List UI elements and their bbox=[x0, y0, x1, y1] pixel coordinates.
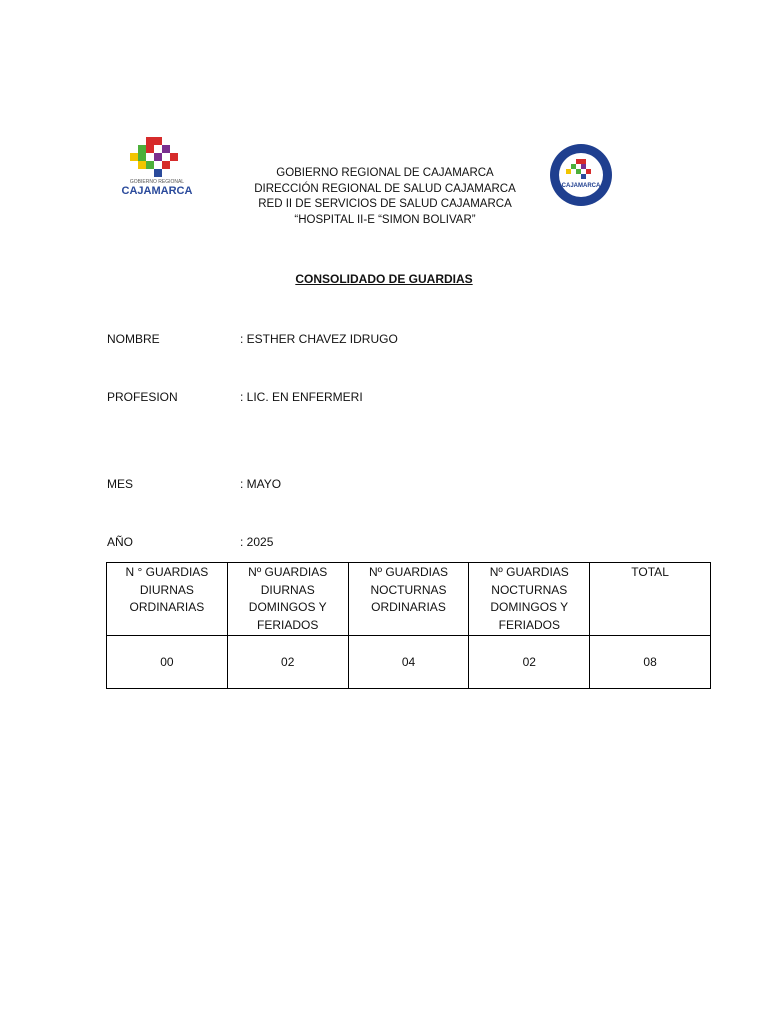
table-header-row bbox=[107, 563, 711, 636]
header-line-4: “HOSPITAL II-E “SIMON BOLIVAR” bbox=[294, 213, 476, 226]
header-nocturnas-ordinarias: Nº GUARDIAS NOCTURNAS ORDINARIAS bbox=[348, 563, 469, 636]
value-diurnas-domingos-feriados: 02 bbox=[227, 636, 348, 689]
table-row bbox=[107, 636, 711, 689]
mes-label: MES bbox=[107, 477, 134, 491]
mes-value: : MAYO bbox=[240, 477, 282, 491]
anio-label: AÑO bbox=[107, 535, 134, 549]
guardias-table bbox=[106, 562, 711, 689]
red-de-salud-logo-graphic bbox=[548, 142, 614, 208]
gobierno-regional-logo bbox=[112, 134, 202, 200]
header-nocturnas-domingos-feriados: Nº GUARDIAS NOCTURNAS DOMINGOS Y FERIADOS bbox=[469, 563, 590, 636]
header-line-2: DIRECCIÓN REGIONAL DE SALUD CAJAMARCA bbox=[254, 182, 516, 195]
profesion-label: PROFESION bbox=[107, 390, 178, 404]
nombre-label: NOMBRE bbox=[107, 332, 160, 346]
value-diurnas-ordinarias: 00 bbox=[107, 636, 228, 689]
header-total: TOTAL bbox=[590, 563, 711, 636]
red-de-salud-logo bbox=[548, 142, 614, 208]
logo-left-small-text: GOBIERNO REGIONAL bbox=[129, 179, 185, 185]
header-line-3: RED II DE SERVICIOS DE SALUD CAJAMARCA bbox=[258, 198, 512, 210]
header-line-1: GOBIERNO REGIONAL DE CAJAMARCA bbox=[276, 167, 494, 179]
profesion-value: : LIC. EN ENFERMERI bbox=[240, 390, 363, 404]
value-total: 08 bbox=[590, 636, 711, 689]
header-diurnas-domingos-feriados: Nº GUARDIAS DIURNAS DOMINGOS Y FERIADOS bbox=[227, 563, 348, 636]
institution-header bbox=[230, 166, 540, 228]
anio-value: : 2025 bbox=[240, 535, 274, 549]
header-diurnas-ordinarias: N ° GUARDIAS DIURNAS ORDINARIAS bbox=[107, 563, 228, 636]
logo-left-big-text: CAJAMARCA bbox=[121, 185, 193, 197]
value-nocturnas-ordinarias: 04 bbox=[348, 636, 469, 689]
logo-right-center-text: CAJAMARCA bbox=[561, 183, 601, 189]
document-title: CONSOLIDADO DE GUARDIAS bbox=[295, 272, 473, 286]
value-nocturnas-domingos-feriados: 02 bbox=[469, 636, 590, 689]
nombre-value: : ESTHER CHAVEZ IDRUGO bbox=[240, 332, 398, 346]
